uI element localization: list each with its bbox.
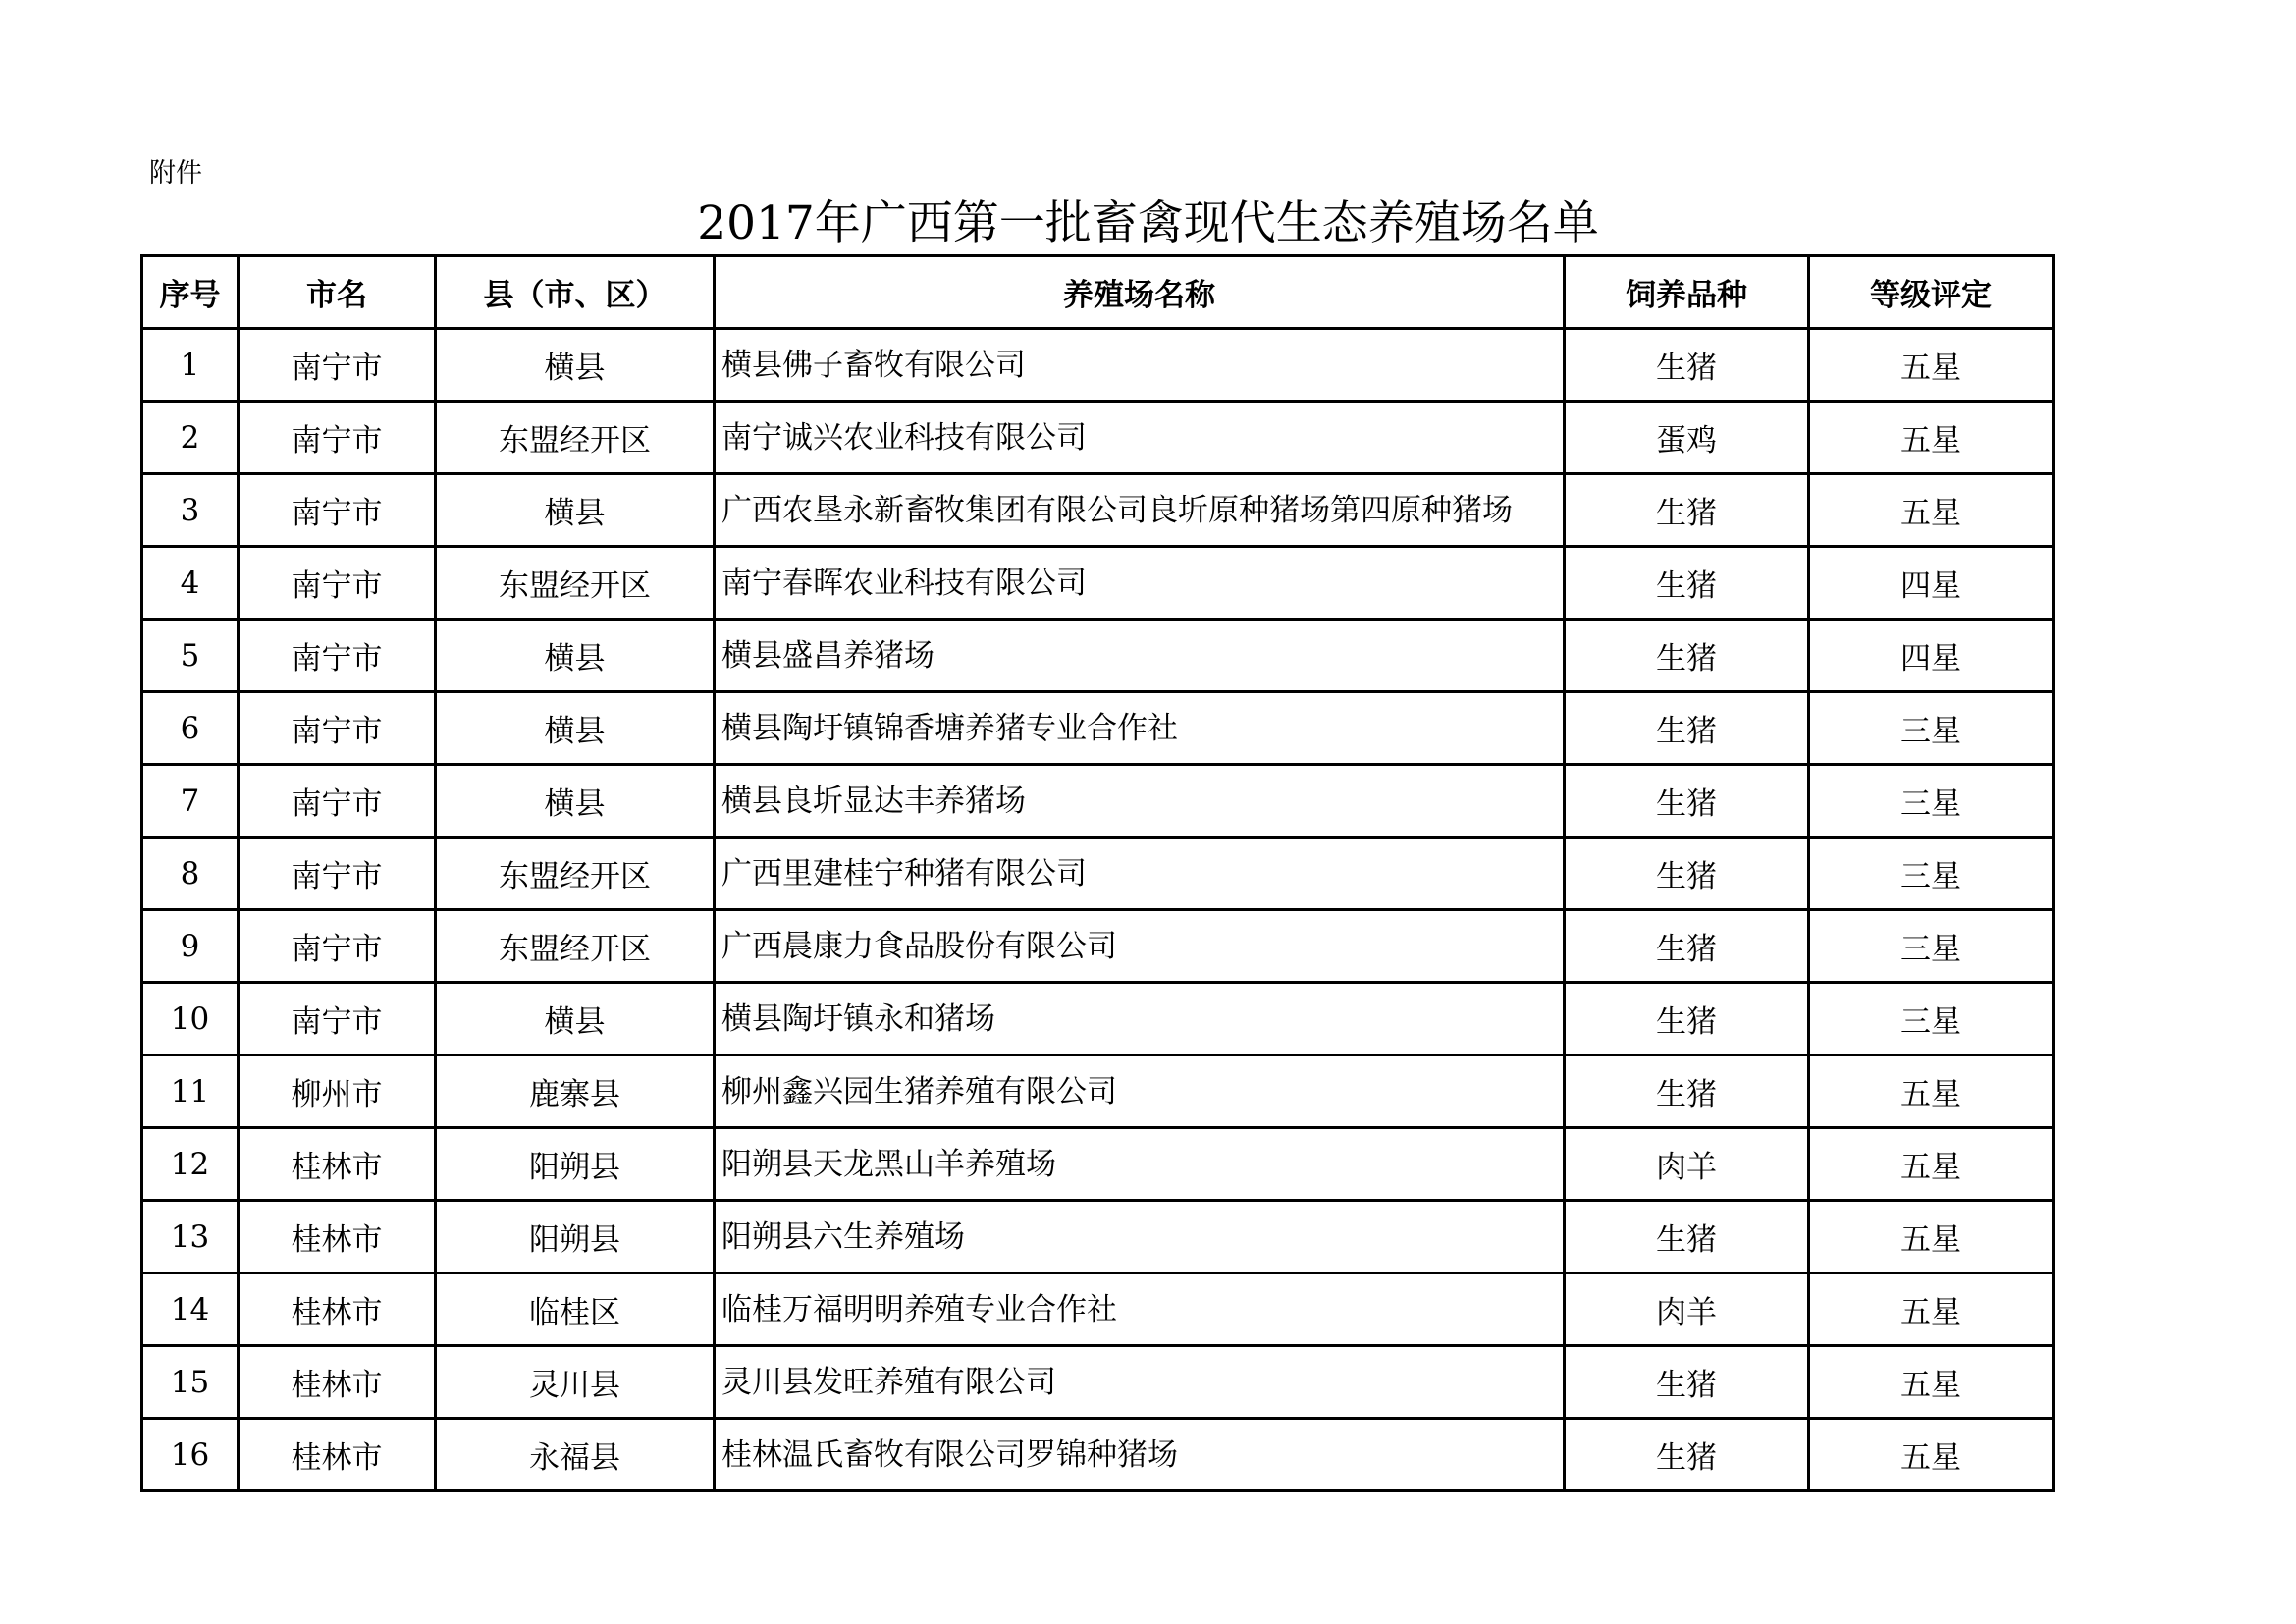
cell-farm-name: 广西晨康力食品股份有限公司	[715, 910, 1565, 983]
farm-roster-table	[140, 254, 2055, 1492]
cell-city: 柳州市	[239, 1056, 436, 1128]
cell-farm-name: 横县盛昌养猪场	[715, 620, 1565, 692]
cell-county: 阳朔县	[436, 1128, 715, 1201]
cell-breed: 生猪	[1565, 692, 1809, 765]
table-row	[142, 1056, 2054, 1128]
cell-county: 横县	[436, 474, 715, 547]
cell-city: 南宁市	[239, 547, 436, 620]
cell-city: 桂林市	[239, 1201, 436, 1273]
cell-breed: 生猪	[1565, 474, 1809, 547]
cell-county: 东盟经开区	[436, 910, 715, 983]
cell-grade: 五星	[1809, 1056, 2054, 1128]
table-row	[142, 1273, 2054, 1346]
table-row	[142, 620, 2054, 692]
cell-grade: 三星	[1809, 983, 2054, 1056]
table-body	[142, 329, 2054, 1491]
cell-seq: 10	[142, 983, 239, 1056]
cell-farm-name: 横县佛子畜牧有限公司	[715, 329, 1565, 402]
cell-seq: 7	[142, 765, 239, 838]
header-seq: 序号	[142, 256, 239, 329]
cell-city: 桂林市	[239, 1419, 436, 1491]
cell-breed: 蛋鸡	[1565, 402, 1809, 474]
cell-seq: 6	[142, 692, 239, 765]
cell-grade: 五星	[1809, 402, 2054, 474]
cell-grade: 五星	[1809, 1201, 2054, 1273]
cell-county: 横县	[436, 329, 715, 402]
cell-city: 南宁市	[239, 692, 436, 765]
cell-county: 横县	[436, 620, 715, 692]
cell-city: 南宁市	[239, 765, 436, 838]
cell-breed: 肉羊	[1565, 1128, 1809, 1201]
cell-county: 临桂区	[436, 1273, 715, 1346]
cell-grade: 四星	[1809, 620, 2054, 692]
cell-farm-name: 横县陶圩镇永和猪场	[715, 983, 1565, 1056]
cell-grade: 五星	[1809, 1419, 2054, 1491]
cell-city: 南宁市	[239, 838, 436, 910]
cell-seq: 1	[142, 329, 239, 402]
table-row	[142, 1346, 2054, 1419]
cell-seq: 3	[142, 474, 239, 547]
cell-county: 东盟经开区	[436, 402, 715, 474]
header-farm-name: 养殖场名称	[715, 256, 1565, 329]
table-row	[142, 910, 2054, 983]
cell-breed: 生猪	[1565, 1056, 1809, 1128]
cell-grade: 三星	[1809, 692, 2054, 765]
table-row	[142, 983, 2054, 1056]
cell-breed: 生猪	[1565, 1346, 1809, 1419]
cell-grade: 三星	[1809, 910, 2054, 983]
cell-seq: 15	[142, 1346, 239, 1419]
header-city: 市名	[239, 256, 436, 329]
table-row	[142, 402, 2054, 474]
cell-seq: 11	[142, 1056, 239, 1128]
cell-grade: 四星	[1809, 547, 2054, 620]
cell-county: 横县	[436, 692, 715, 765]
cell-breed: 生猪	[1565, 620, 1809, 692]
cell-farm-name: 南宁春晖农业科技有限公司	[715, 547, 1565, 620]
table-row	[142, 1419, 2054, 1491]
table-row	[142, 547, 2054, 620]
cell-county: 东盟经开区	[436, 547, 715, 620]
cell-seq: 4	[142, 547, 239, 620]
cell-farm-name: 横县陶圩镇锦香塘养猪专业合作社	[715, 692, 1565, 765]
cell-county: 永福县	[436, 1419, 715, 1491]
cell-grade: 三星	[1809, 838, 2054, 910]
cell-city: 桂林市	[239, 1273, 436, 1346]
cell-grade: 三星	[1809, 765, 2054, 838]
cell-farm-name: 南宁诚兴农业科技有限公司	[715, 402, 1565, 474]
cell-county: 灵川县	[436, 1346, 715, 1419]
table-row	[142, 692, 2054, 765]
cell-grade: 五星	[1809, 474, 2054, 547]
header-county: 县（市、区）	[436, 256, 715, 329]
attachment-label: 附件	[149, 158, 202, 189]
cell-county: 鹿寨县	[436, 1056, 715, 1128]
cell-seq: 5	[142, 620, 239, 692]
cell-seq: 14	[142, 1273, 239, 1346]
cell-farm-name: 横县良圻显达丰养猪场	[715, 765, 1565, 838]
cell-city: 南宁市	[239, 910, 436, 983]
cell-grade: 五星	[1809, 1346, 2054, 1419]
cell-city: 南宁市	[239, 620, 436, 692]
cell-seq: 9	[142, 910, 239, 983]
table-row	[142, 838, 2054, 910]
header-row	[142, 256, 2054, 329]
cell-seq: 13	[142, 1201, 239, 1273]
table-header	[142, 256, 2054, 329]
cell-city: 南宁市	[239, 983, 436, 1056]
cell-farm-name: 广西里建桂宁种猪有限公司	[715, 838, 1565, 910]
cell-breed: 生猪	[1565, 910, 1809, 983]
table-row	[142, 1201, 2054, 1273]
table-row	[142, 765, 2054, 838]
cell-seq: 2	[142, 402, 239, 474]
cell-seq: 8	[142, 838, 239, 910]
cell-city: 南宁市	[239, 474, 436, 547]
cell-farm-name: 柳州鑫兴园生猪养殖有限公司	[715, 1056, 1565, 1128]
cell-farm-name: 阳朔县六生养殖场	[715, 1201, 1565, 1273]
cell-breed: 生猪	[1565, 329, 1809, 402]
table-row	[142, 1128, 2054, 1201]
cell-breed: 生猪	[1565, 765, 1809, 838]
cell-seq: 16	[142, 1419, 239, 1491]
cell-grade: 五星	[1809, 1128, 2054, 1201]
table-row	[142, 474, 2054, 547]
cell-breed: 生猪	[1565, 547, 1809, 620]
cell-seq: 12	[142, 1128, 239, 1201]
cell-grade: 五星	[1809, 329, 2054, 402]
header-grade: 等级评定	[1809, 256, 2054, 329]
cell-county: 阳朔县	[436, 1201, 715, 1273]
cell-county: 横县	[436, 983, 715, 1056]
header-breed: 饲养品种	[1565, 256, 1809, 329]
cell-city: 桂林市	[239, 1128, 436, 1201]
cell-grade: 五星	[1809, 1273, 2054, 1346]
cell-farm-name: 广西农垦永新畜牧集团有限公司良圻原种猪场第四原种猪场	[715, 474, 1565, 547]
cell-breed: 生猪	[1565, 1201, 1809, 1273]
document-title: 2017年广西第一批畜禽现代生态养殖场名单	[697, 196, 1599, 250]
cell-city: 南宁市	[239, 329, 436, 402]
cell-farm-name: 灵川县发旺养殖有限公司	[715, 1346, 1565, 1419]
cell-county: 东盟经开区	[436, 838, 715, 910]
cell-farm-name: 阳朔县天龙黑山羊养殖场	[715, 1128, 1565, 1201]
cell-breed: 生猪	[1565, 983, 1809, 1056]
cell-county: 横县	[436, 765, 715, 838]
table-row	[142, 329, 2054, 402]
cell-farm-name: 临桂万福明明养殖专业合作社	[715, 1273, 1565, 1346]
cell-breed: 生猪	[1565, 838, 1809, 910]
cell-farm-name: 桂林温氏畜牧有限公司罗锦种猪场	[715, 1419, 1565, 1491]
cell-breed: 生猪	[1565, 1419, 1809, 1491]
cell-breed: 肉羊	[1565, 1273, 1809, 1346]
cell-city: 桂林市	[239, 1346, 436, 1419]
cell-city: 南宁市	[239, 402, 436, 474]
